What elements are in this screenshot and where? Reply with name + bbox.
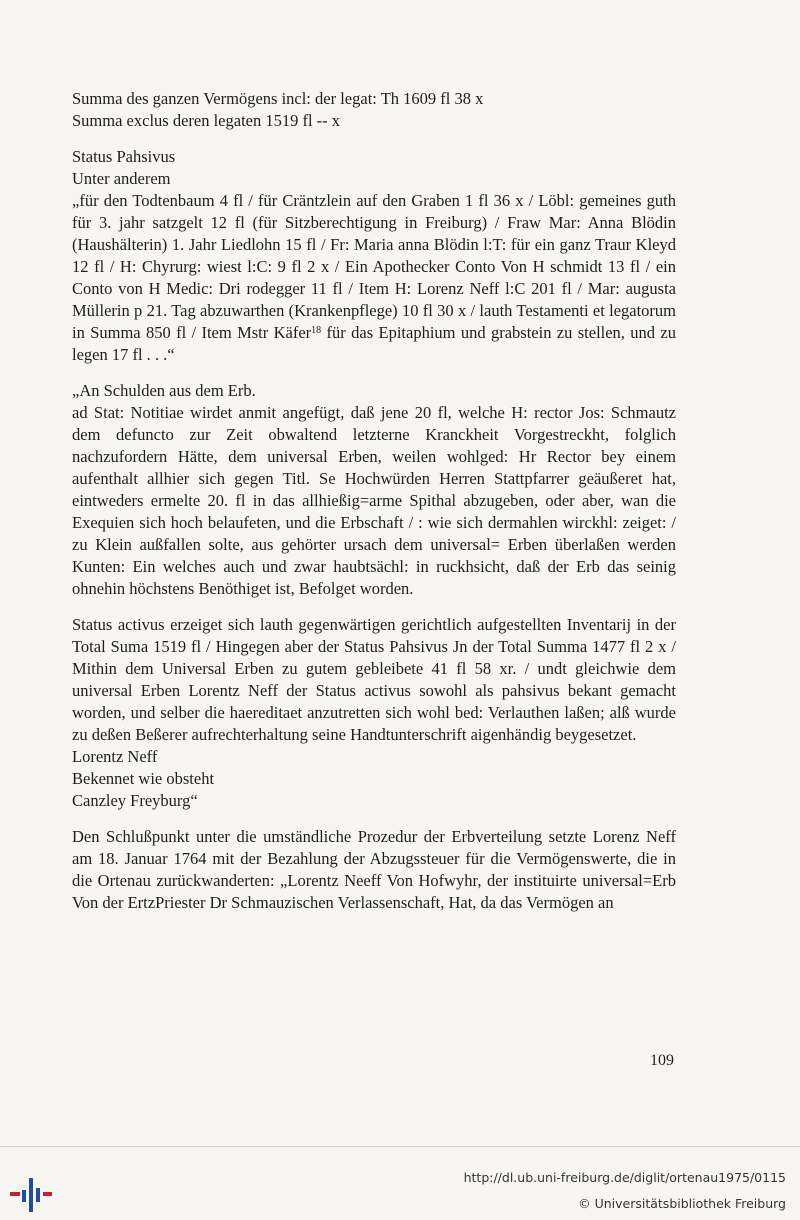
- footer-copyright: © Universitätsbibliothek Freiburg: [578, 1196, 786, 1211]
- page-number: 109: [650, 1052, 674, 1069]
- summary-line-1: Summa des ganzen Vermögens incl: der legat: Th 1609 fl 38 x: [72, 89, 484, 108]
- page-text: [72, 88, 676, 914]
- signature-name: Lorentz Neff: [72, 747, 158, 766]
- signature-confirmation: Bekennet wie obsteht: [72, 769, 215, 788]
- closing-paragraph: Den Schlußpunkt unter die umständliche Prozedur der Erbverteilung setzte Lorenz Neff am 18. Januar 1764 mit der Bezahlung der Abzugssteuer für die Vermögenswerte, die in die Ortenau zurückwanderten: „Lorentz Neeff Von Hofwyhr, der instituirte universal=Erb Von der ErtzPriester Dr Schmauzischen Verlassenschaft, Hat, da das Vermögen an: [72, 827, 676, 912]
- library-logo-icon: [8, 1172, 54, 1214]
- quote-paragraph-1: [72, 190, 676, 366]
- status-pahsivus-heading: Status Pahsivus: [72, 147, 176, 166]
- quote-1-text: „für den Todtenbaum 4 fl / für Cräntzlein auf den Graben 1 fl 36 x / Löbl: gemeines guth für 3. jahr satzgelt 12 fl (für Sitzberechtigung in Freiburg) / Fraw Mar: Anna Blödin (Haushälterin) 1. Jahr Liedlohn 15 fl / Fr: Maria anna Blödin l:T: für ein ganz Traur Kleyd 12 fl / H: Chyrurg: wiest l:C: 9 fl 2 x / Ein Apothecker Conto Von H schmidt 13 fl / ein Conto von H Medic: Dri rodegger 11 fl / Item H: Lorenz Neff l:C 201 fl / Mar: augusta Müllerin p 21. Tag abzuwarthen (Krankenpflege) 10 fl 30 x / lauth Testamenti et legatorum in Summa 850 fl / Item Mstr Käfer: [72, 191, 676, 342]
- unter-anderem-line: Unter anderem: [72, 169, 171, 188]
- footer-url[interactable]: http://dl.ub.uni-freiburg.de/diglit/ortenau1975/0115: [463, 1170, 786, 1185]
- signature-chancellery: Canzley Freyburg“: [72, 791, 198, 810]
- footnote-marker: 18: [311, 325, 322, 336]
- schulden-heading: „An Schulden aus dem Erb.: [72, 381, 256, 400]
- status-activus-paragraph: Status activus erzeiget sich lauth gegenwärtigen gerichtlich aufgestellten Inventarij in der Total Suma 1519 fl / Hingegen aber der Status Pahsivus Jn der Total Summa 1477 fl 2 x / Mithin dem Universal Erben zu gutem gebleibete 41 fl 58 xr. / undt gleichwie dem universal Erben Lorentz Neff der Status activus sowohl als pahsivus bekant gemacht worden, und selber die haereditaet anzutretten sich wohl bed: Verlauthen laßen; alß wurde zu deßen Beßerer aufrechterhaltung seine Handtunterschrift aigenhändig beygesetzet.: [72, 615, 676, 744]
- footer-divider: [0, 1146, 800, 1147]
- summary-line-2: Summa exclus deren legaten 1519 fl -- x: [72, 111, 341, 130]
- schulden-paragraph: ad Stat: Notitiae wirdet anmit angefügt, daß jene 20 fl, welche H: rector Jos: Schmautz dem defuncto zur Zeit obwaltend letzterne Kranckheit Vorgestreckht, folglich nachzufordern Hätte, dem universal Erben, weilen wohlged: Hr Rector bey einem aufenthalt allhier sich gegen Titl. Se Hochwürden Herren Stattpfarrer geäußeret hat, eintweders ermelte 20. fl in das allhießig=arme Spithal abzugeben, oder aber, wan die Exequien sich hoch belaufeten, und die Erbschaft / : wie sich dermahlen wirckhl: zeiget: / zu Klein außfallen solte, aus gehörter ursach dem universal= Erben überlaßen werden Kunten: Ein welches auch und zwar haubtsächl: in ruckhsicht, daß der Erb das seinig ohnehin höchstens Benöthiget ist, Befolget worden.: [72, 403, 676, 598]
- quote-1-tail: für das Epitaphium und grabstein zu stellen, und zu legen 17 fl . . .“: [72, 323, 676, 364]
